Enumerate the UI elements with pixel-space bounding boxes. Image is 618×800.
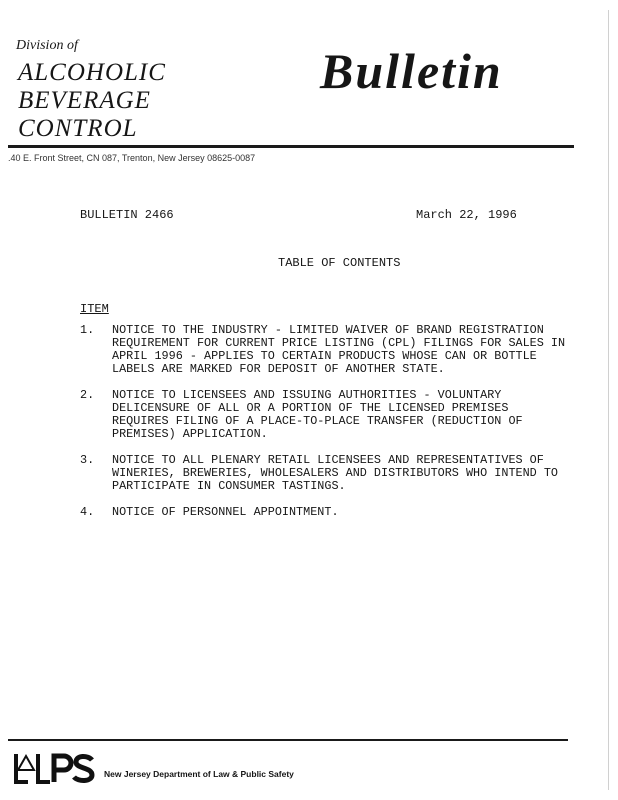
toc-title: TABLE OF CONTENTS xyxy=(278,256,401,270)
toc-item xyxy=(80,389,570,441)
toc-list xyxy=(80,324,570,532)
agency-name-line-1: ALCOHOLIC xyxy=(18,59,166,86)
lps-logo xyxy=(14,752,100,784)
toc-item-text: NOTICE TO ALL PLENARY RETAIL LICENSEES AND REPRESENTATIVES OF WINERIES, BREWERIES, WHOLESALERS AND DISTRIBUTORS WHO INTEND TO PARTICIPATE IN CONSUMER TASTINGS. xyxy=(112,453,558,493)
bulletin-number: BULLETIN 2466 xyxy=(80,208,174,222)
toc-item xyxy=(80,454,570,493)
department-name: New Jersey Department of Law & Public Safety xyxy=(104,769,294,779)
footer-rule xyxy=(8,739,568,741)
toc-item-text: NOTICE TO THE INDUSTRY - LIMITED WAIVER OF BRAND REGISTRATION REQUIREMENT FOR CURRENT PRICE LISTING (CPL) FILINGS FOR SALES IN APRIL 1996 - APPLIES TO CERTAIN PRODUCTS WHOSE CAN OR BOTTLE LABELS ARE MARKED FOR DEPOSIT OF ANOTHER STATE. xyxy=(112,323,566,376)
scan-margin-line xyxy=(608,10,609,790)
publication-title: Bulletin xyxy=(320,43,503,99)
toc-item-number: 3. xyxy=(80,453,95,467)
toc-item-text: NOTICE OF PERSONNEL APPOINTMENT. xyxy=(112,505,339,519)
bulletin-date: March 22, 1996 xyxy=(416,208,517,222)
toc-item xyxy=(80,506,570,519)
header-rule xyxy=(8,145,574,148)
item-column-heading: ITEM xyxy=(80,302,109,316)
toc-item-number: 4. xyxy=(80,505,95,519)
agency-address: .40 E. Front Street, CN 087, Trenton, New Jersey 08625-0087 xyxy=(8,153,256,163)
toc-item-number: 1. xyxy=(80,323,95,337)
agency-name-line-3: CONTROL xyxy=(18,115,138,142)
toc-item xyxy=(80,324,570,376)
division-of-label: Division of xyxy=(16,38,78,53)
agency-name-line-2: BEVERAGE xyxy=(18,87,151,114)
toc-item-text: NOTICE TO LICENSEES AND ISSUING AUTHORITIES - VOLUNTARY DELICENSURE OF ALL OR A PORTION OF THE LICENSED PREMISES REQUIRES FILING OF A PLACE-TO-PLACE TRANSFER (REDUCTION OF PREMISES) APPLICATION. xyxy=(112,388,523,441)
toc-item-number: 2. xyxy=(80,388,95,402)
